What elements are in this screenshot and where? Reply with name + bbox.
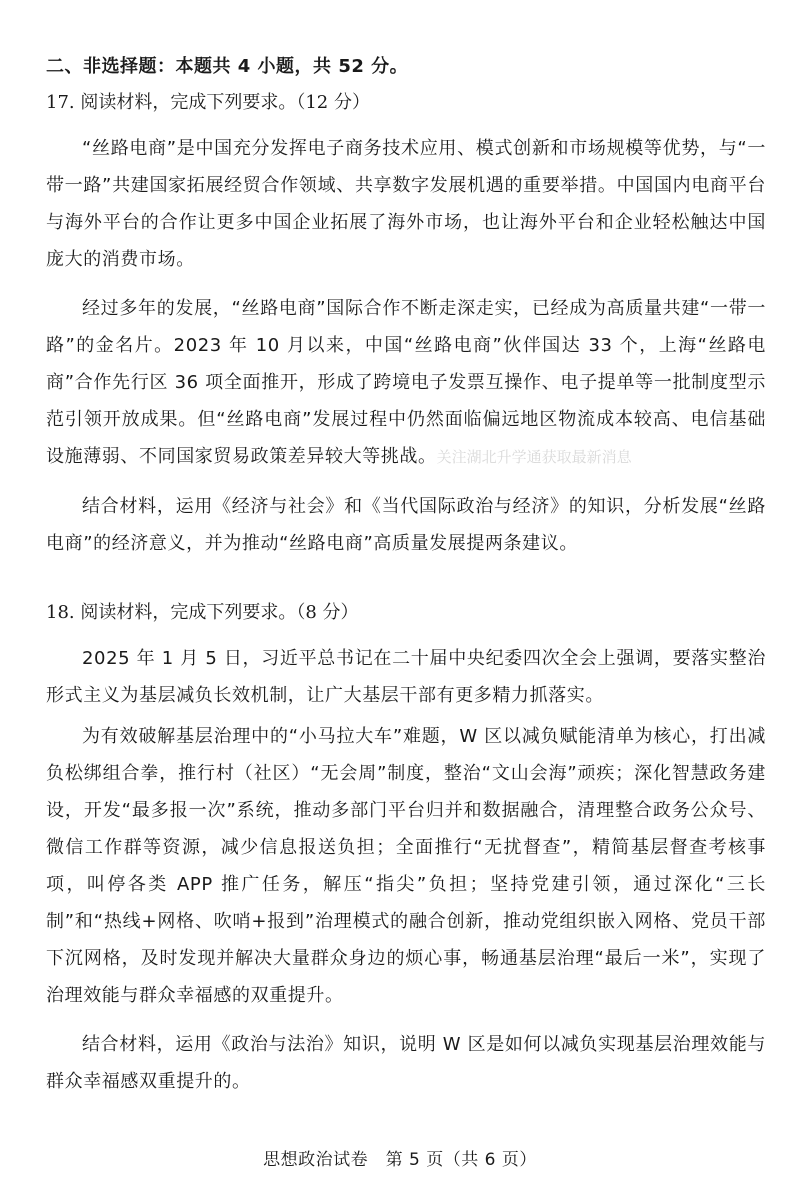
question-18-material-paragraph-1: 2025 年 1 月 5 日，习近平总书记在二十届中央纪委四次全会上强调，要落实整治形式主义为基层减负长效机制，让广大基层干部有更多精力抓落实。 [46, 648, 766, 706]
question-spacer [46, 574, 766, 600]
page-footer: 思想政治试卷 第 5 页（共 6 页） [263, 1150, 537, 1170]
section-title: 二、非选择题：本题共 4 小题，共 52 分。 [46, 56, 409, 77]
question-17-heading: 17. 阅读材料，完成下列要求。（12 分） [46, 92, 370, 113]
exam-page [46, 54, 766, 1112]
question-18-task: 结合材料，运用《政治与法治》知识，说明 W 区是如何以减负实现基层治理效能与群众幸福感双重提升的。 [46, 1034, 766, 1092]
question-17-material-paragraph-2-text: 经过多年的发展，“丝路电商”国际合作不断走深走实，已经成为高质量共建“一带一路”的金名片。2023 年 10 月以来，中国“丝路电商”伙伴国达 33 个，上海“丝路电商”合作先行区 36 项全面推开，形成了跨境电子发票互操作、电子提单等一批制度型示范引领开放成果。但“丝路电商”发展过程中仍然面临偏远地区物流成本较高、电信基础设施薄弱、不同国家贸易政策差异较大等挑战。 [46, 298, 766, 467]
question-18-heading: 18. 阅读材料，完成下列要求。（8 分） [46, 602, 359, 623]
watermark: 关注湖北升学通获取最新消息 [436, 448, 632, 466]
question-17-task: 结合材料，运用《经济与社会》和《当代国际政治与经济》的知识，分析发展“丝路电商”的经济意义，并为推动“丝路电商”高质量发展提两条建议。 [46, 496, 766, 554]
question-17-material-paragraph-1: “丝路电商”是中国充分发挥电子商务技术应用、模式创新和市场规模等优势，与“一带一路”共建国家拓展经贸合作领域、共享数字发展机遇的重要举措。中国国内电商平台与海外平台的合作让更多中国企业拓展了海外市场，也让海外平台和企业轻松触达中国庞大的消费市场。 [46, 138, 766, 270]
question-18-material-paragraph-2: 为有效破解基层治理中的“小马拉大车”难题，W 区以减负赋能清单为核心，打出减负松绑组合拳，推行村（社区）“无会周”制度，整治“文山会海”顽疾；深化智慧政务建设，开发“最多报一次”系统，推动多部门平台归并和数据融合，清理整合政务公众号、微信工作群等资源，减少信息报送负担；全面推行“无扰督查”，精简基层督查考核事项，叫停各类 APP 推广任务，解压“指尖”负担；坚持党建引领，通过深化“三长制”和“热线+网格、吹哨+报到”治理模式的融合创新，推动党组织嵌入网格、党员干部下沉网格，及时发现并解决大量群众身边的烦心事，畅通基层治理“最后一米”，实现了治理效能与群众幸福感的双重提升。 [46, 726, 766, 1006]
question-17-material-paragraph-2 [46, 290, 766, 476]
